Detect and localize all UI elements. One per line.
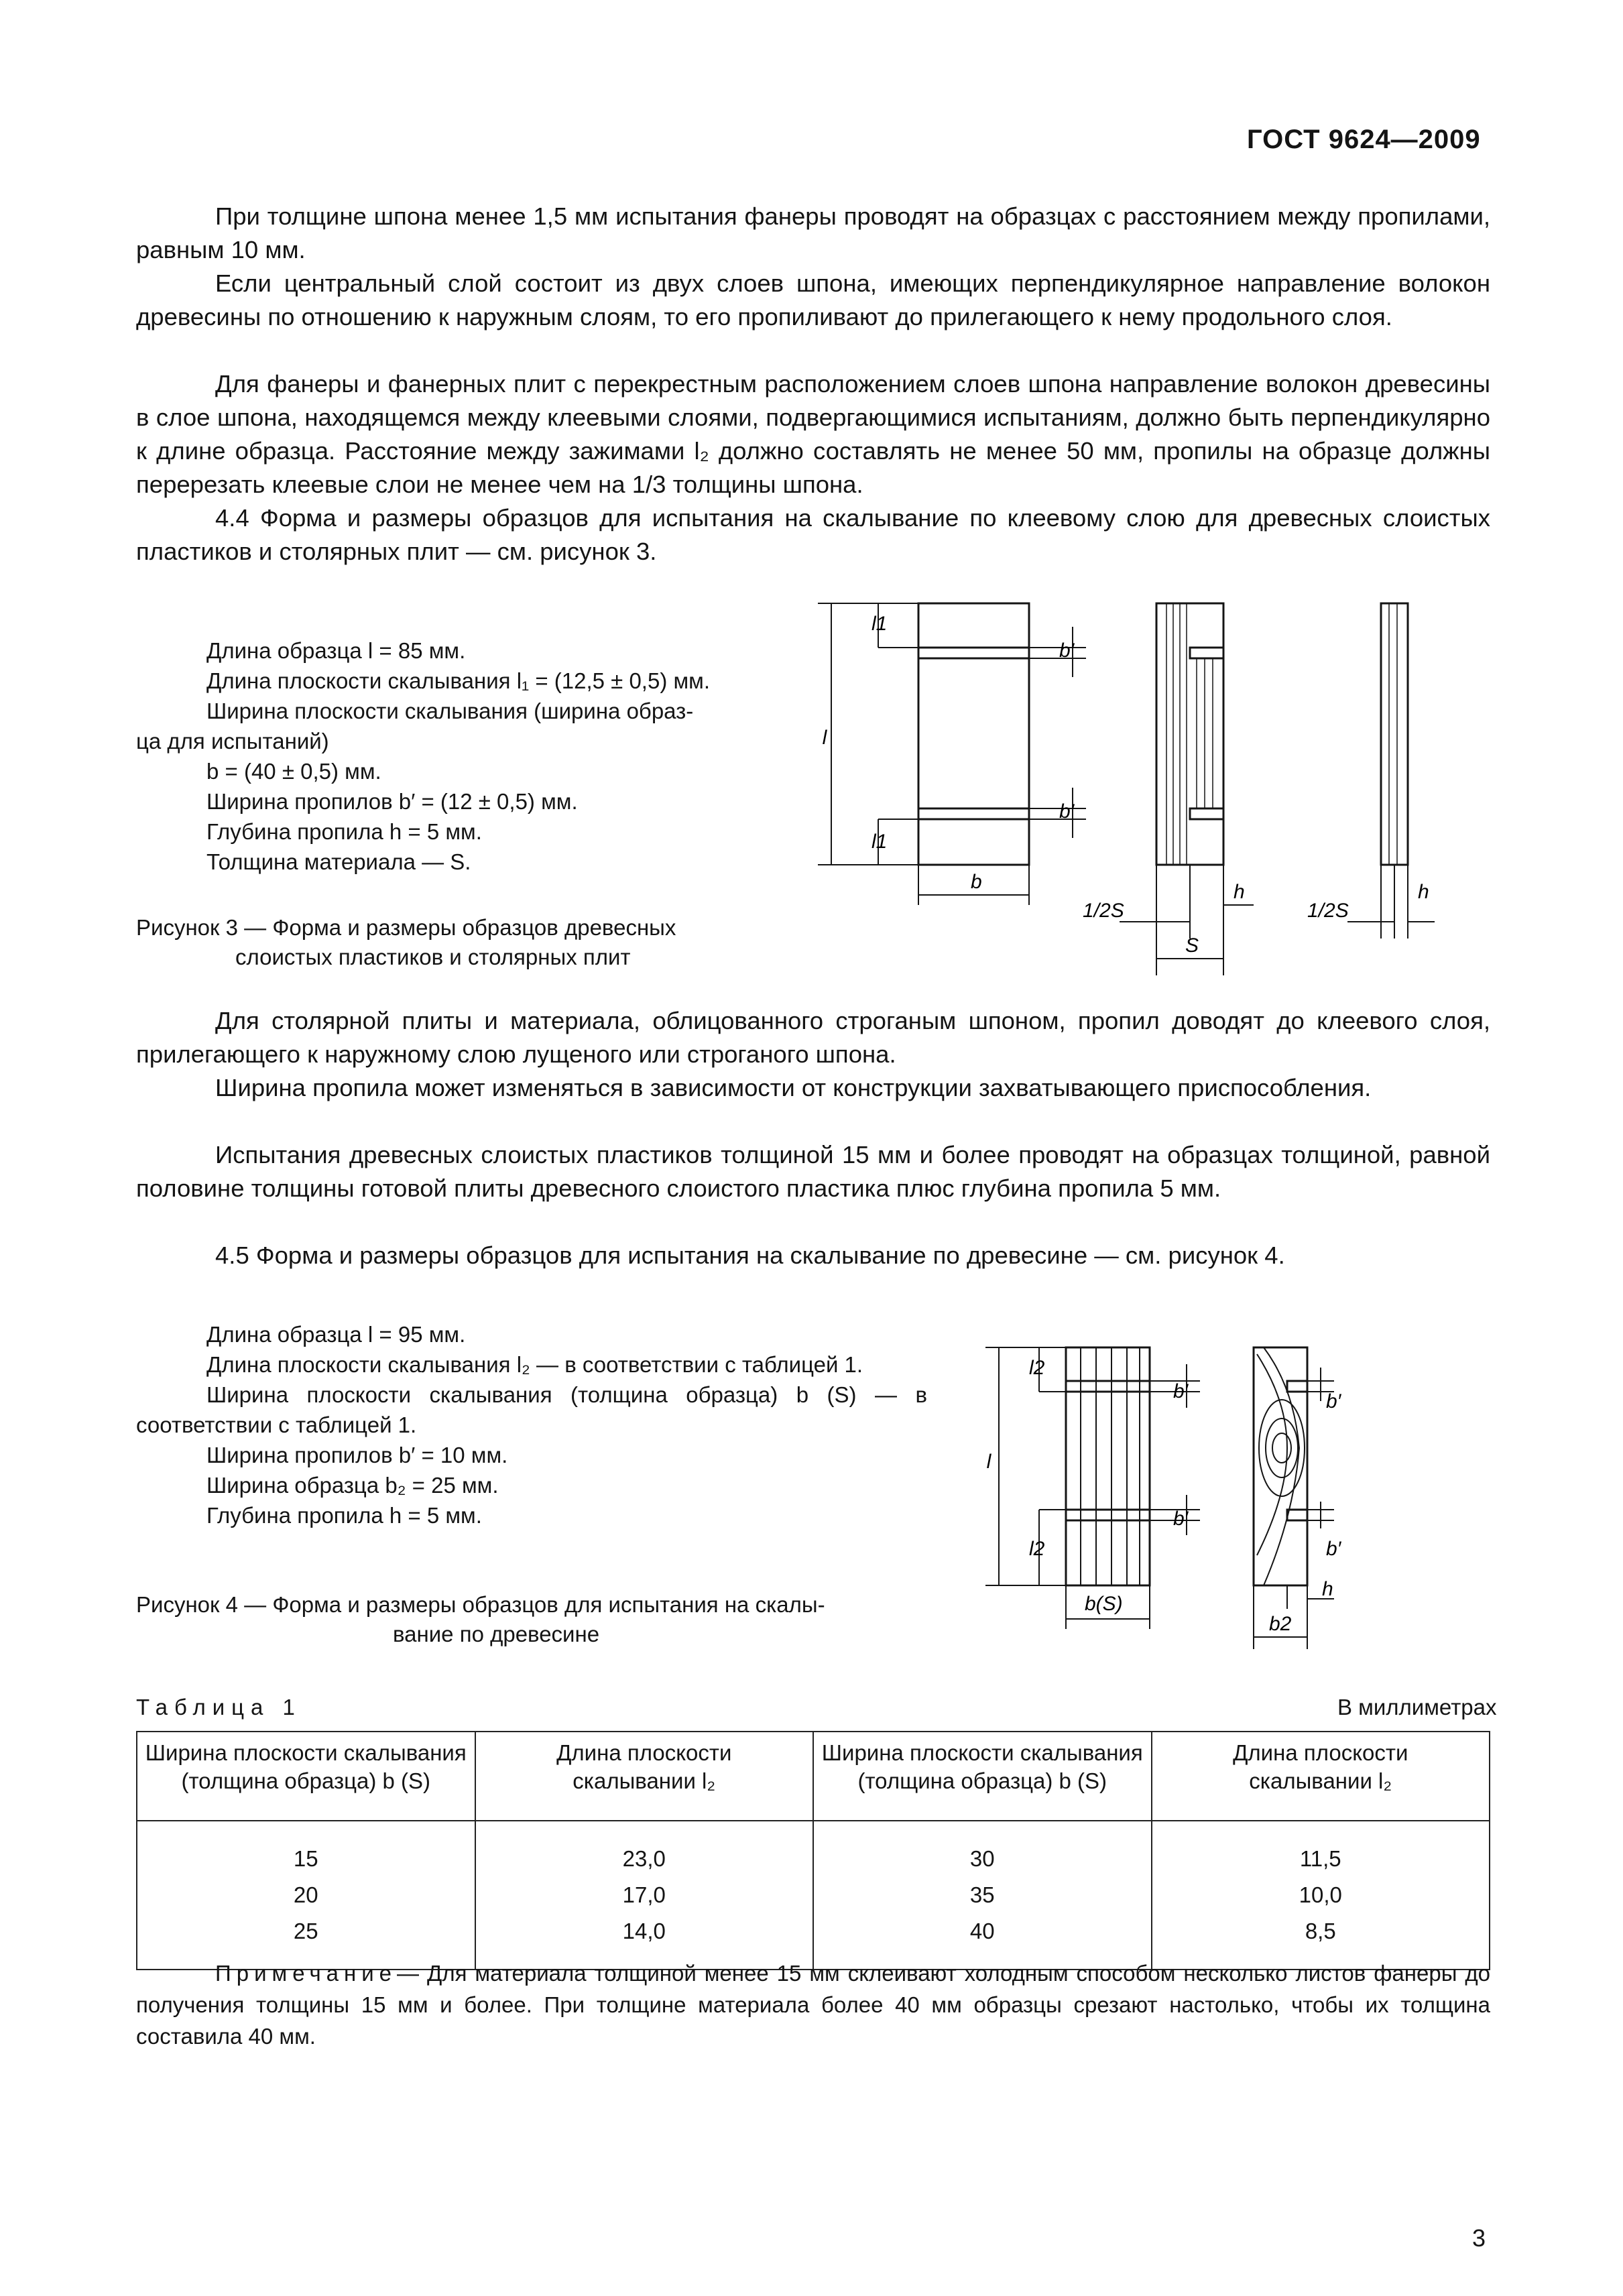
figure3-line: Толщина материала — S. [206, 849, 471, 874]
table-cell: 30 [813, 1821, 1152, 1877]
dim-label-bprime: b′ [1326, 1538, 1341, 1560]
specimen-front-view [1066, 1347, 1150, 1585]
figure3-legend [136, 636, 710, 877]
table-cell: 17,0 [475, 1877, 814, 1913]
paragraph: 4.5 Форма и размеры образцов для испытания на скалывание по древесине — см. рисунок 4. [215, 1242, 1285, 1269]
dim-label-bs: b(S) [1085, 1593, 1123, 1615]
table-cell: 25 [137, 1913, 475, 1970]
specimen-front-view [918, 603, 1029, 865]
figure3-line: Ширина плоскости скалывания (ширина образ- [206, 699, 694, 723]
figure4-caption [136, 1590, 825, 1649]
table-cell: 14,0 [475, 1913, 814, 1970]
table-cell: 40 [813, 1913, 1152, 1970]
dim-label-b2: b2 [1269, 1613, 1292, 1635]
table-row [137, 1821, 1490, 1877]
figure3-line: ца для испытаний) [136, 729, 329, 753]
table-row [137, 1877, 1490, 1913]
dim-label-bprime: b′ [1326, 1390, 1341, 1412]
dim-label-bprime: b′ [1059, 640, 1075, 662]
dim-label-h: h [1234, 881, 1245, 903]
paragraph: Для фанеры и фанерных плит с перекрестным расположением слоев шпона направление волокон древесины в слое шпона, находящемся между клеевыми слоями, подвергающимися испытаниям, должно быть перпендикулярно к длине образца. Расстояние между зажимами l₂ должно составлять не менее 50 мм, пропилы на образце должны перерезать клеевые слои не менее чем на 1/3 толщины шпона. [136, 370, 1490, 498]
dim-label-l: l [822, 727, 827, 749]
specimen-layered-view [1381, 603, 1408, 865]
dimensions-table [136, 1731, 1490, 1970]
figure4-line: Длина плоскости скалывания l₂ — в соответствии с таблицей 1. [206, 1352, 863, 1377]
table-cell: 20 [137, 1877, 475, 1913]
dim-label-l: l [986, 1451, 991, 1473]
dim-label-bprime: b′ [1173, 1508, 1189, 1530]
table-header-cell: Ширина плоскости скалывания (толщина образца) b (S) [137, 1732, 475, 1821]
figure4-line: Ширина образца b₂ = 25 мм. [206, 1473, 499, 1498]
table-header-cell: Длина плоскости скалывании l₂ [475, 1732, 814, 1821]
dim-label-h: h [1418, 881, 1429, 903]
dim-label-half-s: 1/2S [1307, 900, 1349, 922]
note-heading: Примечание [215, 1961, 398, 1986]
figure3-drawing [804, 590, 1508, 985]
table-note [136, 1957, 1490, 2052]
figure4-line: Ширина плоскости скалывания (толщина образца) b (S) — в соответствии с таблицей 1. [136, 1382, 927, 1437]
table-cell: 11,5 [1152, 1821, 1490, 1877]
caption-line: слоистых пластиков и столярных плит [235, 945, 631, 969]
table-cell: 10,0 [1152, 1877, 1490, 1913]
paragraph: Для столярной плиты и материала, облицованного строганым шпоном, пропил доводят до клеевого слоя, прилегающего к наружному слою лущеного или строганого шпона. [136, 1007, 1490, 1068]
paragraph: Испытания древесных слоистых пластиков толщиной 15 мм и более проводят на образцах толщиной, равной половине толщины готовой плиты древесного слоистого пластика плюс глубина пропила 5 мм. [136, 1141, 1490, 1202]
table-cell: 23,0 [475, 1821, 814, 1877]
table-header-row [137, 1732, 1490, 1821]
dim-label-l2: l2 [1029, 1357, 1045, 1379]
dim-label-l2: l2 [1029, 1538, 1045, 1560]
page-number: 3 [1472, 2224, 1486, 2252]
figure4-line: Глубина пропила h = 5 мм. [206, 1503, 482, 1528]
figure3-line: Длина образца l = 85 мм. [206, 638, 466, 663]
figure3-line: b = (40 ± 0,5) мм. [206, 759, 381, 784]
paragraph: Если центральный слой состоит из двух слоев шпона, имеющих перпендикулярное направление волокон древесины по отношению к наружным слоям, то его пропиливают до прилегающего к нему продольного слоя. [136, 269, 1490, 330]
table-cell: 15 [137, 1821, 475, 1877]
figure3-line: Глубина пропила h = 5 мм. [206, 819, 482, 844]
figure3-line: Длина плоскости скалывания l₁ = (12,5 ± 0,5) мм. [206, 668, 711, 693]
dim-label-s: S [1185, 934, 1199, 957]
caption-line: вание по древесине [393, 1622, 600, 1646]
note-text: — Для материала толщиной менее 15 мм склеивают холодным способом несколько листов фанеры до получения толщины 15 мм и более. При толщине материала более 40 мм образцы срезают настолько, чтобы их толщина составила 40 мм. [136, 1961, 1490, 2049]
table-unit: В миллиметрах [1337, 1695, 1497, 1719]
figure3-caption [136, 913, 676, 972]
caption-line: Рисунок 4 — Форма и размеры образцов для испытания на скалы- [136, 1592, 825, 1617]
table-title: Таблица 1 [136, 1695, 302, 1719]
dim-label-half-s: 1/2S [1083, 900, 1124, 922]
figure3-line: Ширина пропилов b′ = (12 ± 0,5) мм. [206, 789, 578, 814]
figure4-drawing [972, 1334, 1495, 1669]
figure4-legend [136, 1319, 927, 1530]
paragraph: Ширина пропила может изменяться в зависимости от конструкции захватывающего приспособления. [215, 1074, 1372, 1101]
table-cell: 8,5 [1152, 1913, 1490, 1970]
dim-label-h: h [1322, 1578, 1333, 1600]
caption-line: Рисунок 3 — Форма и размеры образцов древесных [136, 915, 676, 940]
dim-label-b: b [971, 871, 982, 893]
figure4-line: Ширина пропилов b′ = 10 мм. [206, 1443, 508, 1467]
paragraph: При толщине шпона менее 1,5 мм испытания фанеры проводят на образцах с расстоянием между пропилами, равным 10 мм. [136, 202, 1490, 263]
paragraph: 4.4 Форма и размеры образцов для испытания на скалывание по клеевому слою для древесных слоистых пластиков и столярных плит — см. рисунок 3. [136, 504, 1490, 565]
table-cell: 35 [813, 1877, 1152, 1913]
document-number: ГОСТ 9624—2009 [1247, 125, 1481, 154]
dim-label-bprime: b′ [1059, 800, 1075, 823]
table-header-cell: Длина плоскости скалывании l₂ [1152, 1732, 1490, 1821]
dim-label-l1: l1 [871, 831, 888, 853]
dim-label-bprime: b′ [1173, 1380, 1189, 1402]
table-header-cell: Ширина плоскости скалывания (толщина образца) b (S) [813, 1732, 1152, 1821]
figure4-line: Длина образца l = 95 мм. [206, 1322, 466, 1347]
dim-label-l1: l1 [871, 613, 888, 635]
